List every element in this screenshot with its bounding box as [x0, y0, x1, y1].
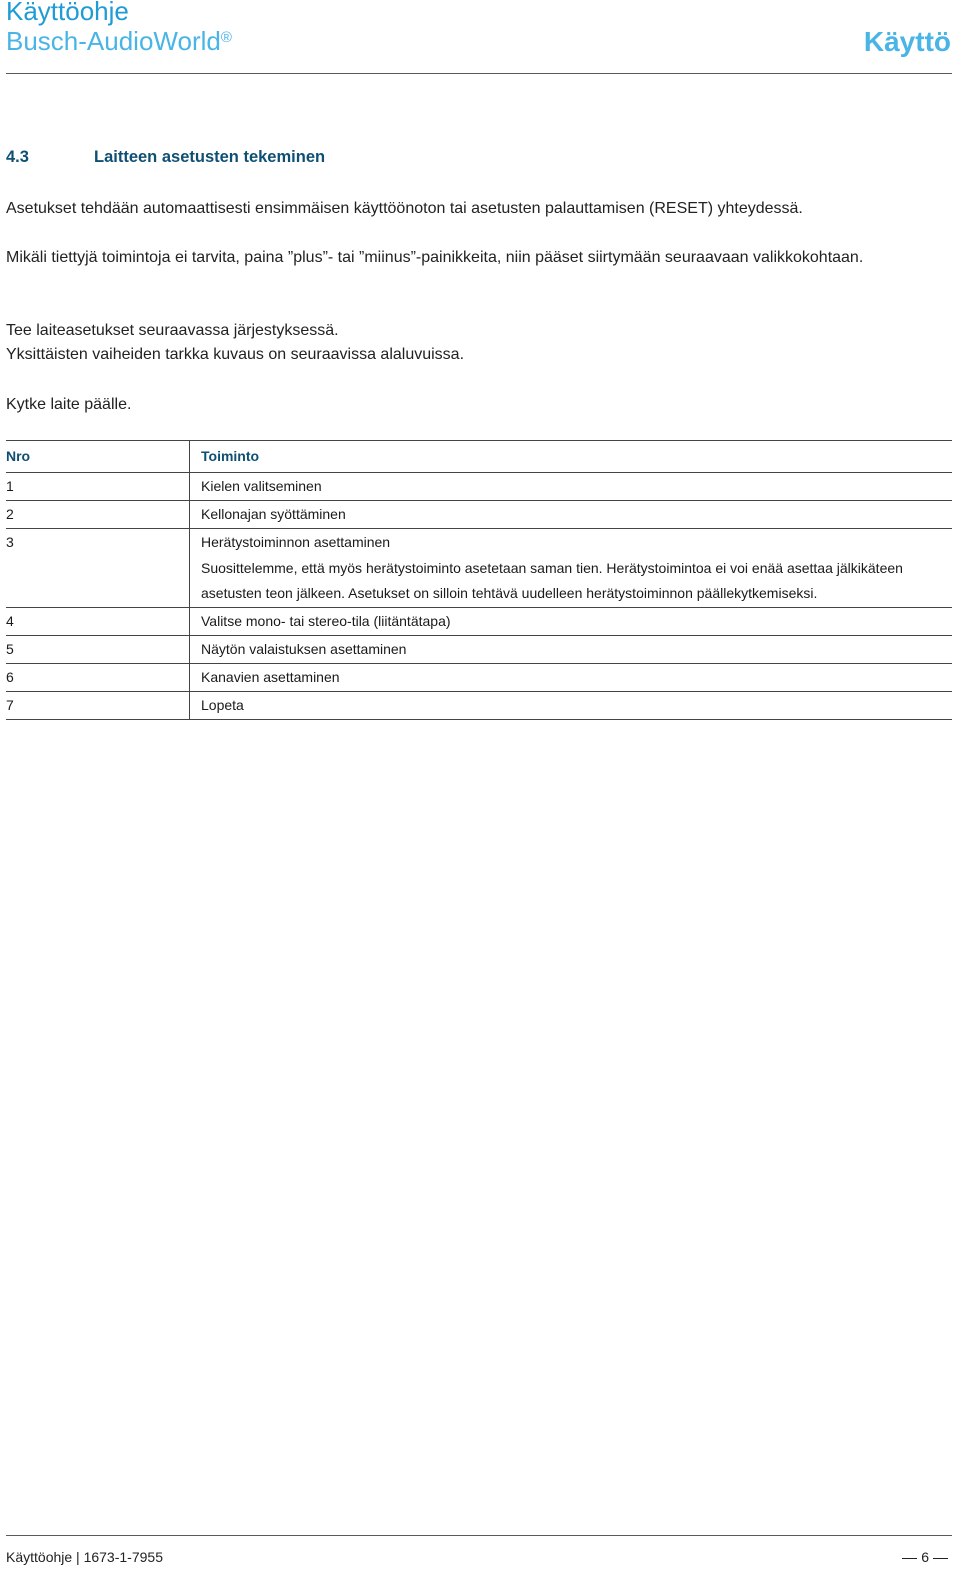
row-function: Valitse mono- tai stereo-tila (liitäntätapa)	[190, 608, 953, 636]
row-function: Kellonajan syöttäminen	[190, 501, 953, 529]
table-row	[6, 473, 952, 501]
row-number: 4	[6, 608, 190, 636]
paragraph-details: Yksittäisten vaiheiden tarkka kuvaus on seuraavissa alaluvuissa.	[6, 346, 465, 363]
table-row	[6, 636, 952, 664]
row-number: 5	[6, 636, 190, 664]
row-function-with-note	[190, 529, 953, 608]
table-row	[6, 529, 952, 608]
paragraph-intro: Asetukset tehdään automaattisesti ensimmäisen käyttöönoton tai asetusten palauttamisen (RESET) yhteydessä.	[6, 200, 803, 217]
footer-divider	[6, 1535, 952, 1536]
paragraph-order: Tee laiteasetukset seuraavassa järjestyksessä.	[6, 322, 339, 339]
row-number: 6	[6, 664, 190, 692]
row-function: Kielen valitseminen	[190, 473, 953, 501]
row-number: 1	[6, 473, 190, 501]
table-header-row	[6, 441, 952, 473]
row-function: Näytön valaistuksen asettaminen	[190, 636, 953, 664]
settings-steps-table	[6, 440, 952, 720]
header-divider	[6, 73, 952, 74]
section-title: Laitteen asetusten tekeminen	[94, 148, 326, 166]
footer-doc-id: Käyttöohje | 1673-1-7955	[6, 1549, 163, 1565]
section-number: 4.3	[6, 148, 29, 166]
row-note: Suosittelemme, että myös herätystoiminto asetetaan saman tien. Herätystoimintoa ei voi enää asettaa jälkikäteen asetusten teon jälkeen. Asetukset on silloin tehtävä uudelleen herätystoiminnon päällekytkemiseksi.	[201, 560, 903, 601]
row-number: 2	[6, 501, 190, 529]
row-function: Kanavien asettaminen	[190, 664, 953, 692]
table-row	[6, 608, 952, 636]
table-row	[6, 501, 952, 529]
row-number: 3	[6, 529, 190, 608]
row-function: Herätystoiminnon asettaminen	[201, 534, 391, 550]
column-header-toiminto: Toiminto	[190, 441, 953, 473]
table-row	[6, 664, 952, 692]
row-function: Lopeta	[190, 692, 953, 720]
section-heading	[6, 146, 325, 168]
product-name-text: Busch-AudioWorld	[6, 26, 221, 56]
footer-page-number	[898, 1549, 952, 1565]
dash-right	[933, 1558, 948, 1559]
page-number: 6	[921, 1549, 929, 1565]
column-header-nro: Nro	[6, 441, 190, 473]
registered-mark: ®	[220, 29, 232, 46]
dash-left	[902, 1558, 917, 1559]
table-row	[6, 692, 952, 720]
document-title: Käyttöohje	[6, 0, 129, 26]
product-name	[6, 25, 232, 57]
paragraph-navigation: Mikäli tiettyjä toimintoja ei tarvita, paina ”plus”- tai ”miinus”-painikkeita, niin pääset siirtymään seuraavaan valikkokohtaan.	[6, 249, 864, 266]
paragraph-power-on: Kytke laite päälle.	[6, 396, 132, 413]
row-number: 7	[6, 692, 190, 720]
chapter-label: Käyttö	[863, 26, 951, 57]
